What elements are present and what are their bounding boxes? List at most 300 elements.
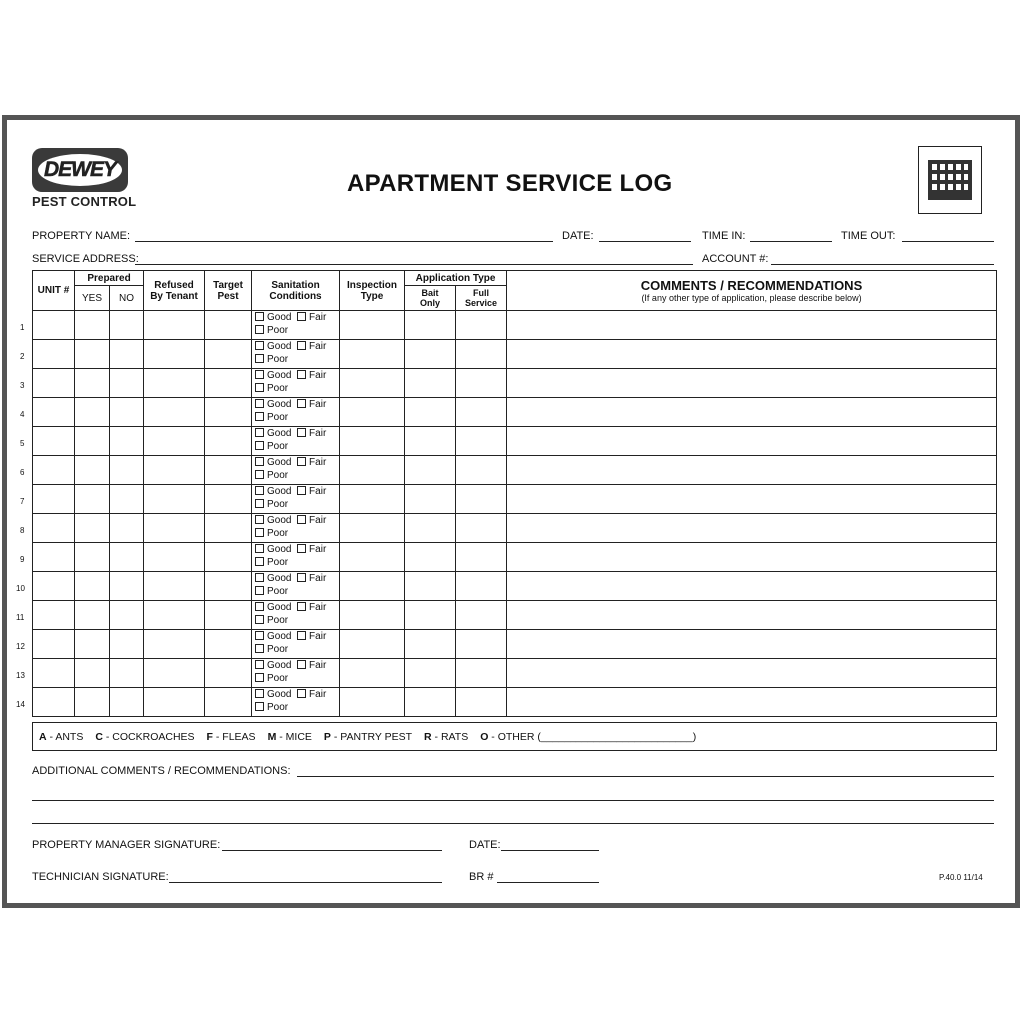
inspection-cell[interactable] bbox=[340, 456, 405, 485]
comments-subtitle: (If any other type of application, please describe below) bbox=[641, 293, 862, 303]
logo-tagline: PEST CONTROL bbox=[32, 194, 137, 209]
prepared-yes-cell[interactable] bbox=[75, 572, 110, 601]
refused-cell[interactable] bbox=[144, 369, 205, 398]
fair-label: Fair bbox=[309, 486, 327, 497]
service-log-table bbox=[32, 270, 997, 717]
row-number: 5 bbox=[20, 439, 25, 448]
full-service-cell[interactable] bbox=[456, 688, 507, 717]
good-label: Good bbox=[267, 486, 292, 497]
good-label: Good bbox=[267, 399, 292, 410]
building-icon bbox=[918, 146, 982, 214]
poor-checkbox[interactable] bbox=[255, 441, 264, 450]
poor-label: Poor bbox=[267, 412, 289, 423]
good-checkbox[interactable] bbox=[255, 573, 264, 582]
comments-cell[interactable] bbox=[507, 398, 997, 427]
bait-only-cell[interactable] bbox=[405, 369, 456, 398]
bait-only-cell[interactable] bbox=[405, 456, 456, 485]
legend-text: - OTHER (__________________________) bbox=[488, 730, 697, 743]
prepared-yes-cell[interactable] bbox=[75, 398, 110, 427]
row-number: 9 bbox=[20, 555, 25, 564]
unit-header: UNIT # bbox=[33, 271, 75, 311]
refused-cell[interactable] bbox=[144, 340, 205, 369]
table-row bbox=[33, 630, 997, 659]
full-service-cell[interactable] bbox=[456, 572, 507, 601]
prepared-yes-cell[interactable] bbox=[75, 601, 110, 630]
refused-cell[interactable] bbox=[144, 311, 205, 340]
row-number: 7 bbox=[20, 497, 25, 506]
sanitation-cell[interactable] bbox=[252, 514, 340, 543]
bait-only-cell[interactable] bbox=[405, 514, 456, 543]
good-checkbox[interactable] bbox=[255, 312, 264, 321]
legend-item bbox=[39, 731, 83, 743]
prepared-no-cell[interactable] bbox=[110, 601, 144, 630]
legend-item bbox=[424, 731, 468, 743]
prepared-no-cell[interactable] bbox=[110, 572, 144, 601]
fair-checkbox[interactable] bbox=[297, 312, 306, 321]
bait-only-cell[interactable] bbox=[405, 630, 456, 659]
poor-label: Poor bbox=[267, 499, 289, 510]
legend-text: - ANTS bbox=[46, 730, 84, 743]
prepared-no-cell[interactable] bbox=[110, 311, 144, 340]
unit-cell[interactable] bbox=[33, 543, 75, 572]
prepared-no-cell[interactable] bbox=[110, 340, 144, 369]
fair-checkbox[interactable] bbox=[297, 544, 306, 553]
row-number: 3 bbox=[20, 381, 25, 390]
refused-cell[interactable] bbox=[144, 456, 205, 485]
inspection-cell[interactable] bbox=[340, 369, 405, 398]
poor-label: Poor bbox=[267, 354, 289, 365]
inspection-cell[interactable] bbox=[340, 601, 405, 630]
refused-cell[interactable] bbox=[144, 601, 205, 630]
prepared-no-cell[interactable] bbox=[110, 543, 144, 572]
good-checkbox[interactable] bbox=[255, 341, 264, 350]
fair-checkbox[interactable] bbox=[297, 457, 306, 466]
fair-checkbox[interactable] bbox=[297, 660, 306, 669]
bait-only-cell[interactable] bbox=[405, 427, 456, 456]
sanitation-cell[interactable] bbox=[252, 688, 340, 717]
prepared-no-cell[interactable] bbox=[110, 688, 144, 717]
tech-signature-line[interactable] bbox=[169, 882, 442, 883]
prepared-yes-cell[interactable] bbox=[75, 456, 110, 485]
sanitation-cell[interactable] bbox=[252, 456, 340, 485]
legend-text: - PANTRY PEST bbox=[330, 730, 413, 743]
inspection-cell[interactable] bbox=[340, 485, 405, 514]
good-checkbox[interactable] bbox=[255, 428, 264, 437]
time-out-line[interactable] bbox=[902, 241, 994, 242]
poor-checkbox[interactable] bbox=[255, 673, 264, 682]
prepared-no-cell[interactable] bbox=[110, 659, 144, 688]
row-number: 8 bbox=[20, 526, 25, 535]
bait-only-cell[interactable] bbox=[405, 485, 456, 514]
account-line[interactable] bbox=[771, 264, 994, 265]
good-checkbox[interactable] bbox=[255, 544, 264, 553]
yes-header: YES bbox=[75, 286, 110, 311]
bait-only-cell[interactable] bbox=[405, 688, 456, 717]
poor-checkbox[interactable] bbox=[255, 528, 264, 537]
target-pest-cell[interactable] bbox=[205, 630, 252, 659]
inspection-cell[interactable] bbox=[340, 398, 405, 427]
service-log-sheet bbox=[2, 115, 1020, 908]
inspection-cell[interactable] bbox=[340, 659, 405, 688]
comments-cell[interactable] bbox=[507, 485, 997, 514]
full-service-cell[interactable] bbox=[456, 398, 507, 427]
good-label: Good bbox=[267, 312, 292, 323]
time-in-label: TIME IN: bbox=[702, 230, 746, 242]
fair-label: Fair bbox=[309, 370, 327, 381]
comments-cell[interactable] bbox=[507, 369, 997, 398]
dewey-logo bbox=[32, 148, 137, 212]
good-checkbox[interactable] bbox=[255, 399, 264, 408]
fair-checkbox[interactable] bbox=[297, 486, 306, 495]
fair-checkbox[interactable] bbox=[297, 399, 306, 408]
prepared-no-cell[interactable] bbox=[110, 456, 144, 485]
pm-signature-line[interactable] bbox=[222, 850, 442, 851]
fair-label: Fair bbox=[309, 515, 327, 526]
account-label: ACCOUNT #: bbox=[702, 253, 769, 265]
fair-label: Fair bbox=[309, 399, 327, 410]
pm-signature-label: PROPERTY MANAGER SIGNATURE: bbox=[32, 839, 221, 851]
inspection-header: Inspection Type bbox=[340, 271, 405, 311]
good-checkbox[interactable] bbox=[255, 515, 264, 524]
fair-checkbox[interactable] bbox=[297, 573, 306, 582]
prepared-no-cell[interactable] bbox=[110, 398, 144, 427]
sanitation-cell[interactable] bbox=[252, 485, 340, 514]
sanitation-cell[interactable] bbox=[252, 543, 340, 572]
sanitation-cell[interactable] bbox=[252, 659, 340, 688]
refused-cell[interactable] bbox=[144, 514, 205, 543]
table-row bbox=[33, 514, 997, 543]
property-name-label: PROPERTY NAME: bbox=[32, 230, 131, 242]
prepared-yes-cell[interactable] bbox=[75, 514, 110, 543]
refused-cell[interactable] bbox=[144, 572, 205, 601]
comments-cell[interactable] bbox=[507, 543, 997, 572]
unit-cell[interactable] bbox=[33, 369, 75, 398]
comments-cell[interactable] bbox=[507, 601, 997, 630]
legend-code: O bbox=[480, 730, 489, 743]
poor-checkbox[interactable] bbox=[255, 383, 264, 392]
inspection-cell[interactable] bbox=[340, 688, 405, 717]
table-row bbox=[33, 485, 997, 514]
fair-label: Fair bbox=[309, 602, 327, 613]
good-label: Good bbox=[267, 631, 292, 642]
sanitation-cell[interactable] bbox=[252, 369, 340, 398]
bait-only-cell[interactable] bbox=[405, 572, 456, 601]
good-checkbox[interactable] bbox=[255, 457, 264, 466]
good-label: Good bbox=[267, 660, 292, 671]
fair-label: Fair bbox=[309, 312, 327, 323]
target-pest-cell[interactable] bbox=[205, 601, 252, 630]
refused-cell[interactable] bbox=[144, 427, 205, 456]
sanitation-cell[interactable] bbox=[252, 340, 340, 369]
comments-cell[interactable] bbox=[507, 427, 997, 456]
unit-cell[interactable] bbox=[33, 514, 75, 543]
fair-label: Fair bbox=[309, 457, 327, 468]
good-checkbox[interactable] bbox=[255, 370, 264, 379]
target-pest-header: Target Pest bbox=[205, 271, 252, 311]
prepared-yes-cell[interactable] bbox=[75, 369, 110, 398]
full-service-cell[interactable] bbox=[456, 311, 507, 340]
fair-checkbox[interactable] bbox=[297, 370, 306, 379]
bait-only-cell[interactable] bbox=[405, 398, 456, 427]
poor-label: Poor bbox=[267, 441, 289, 452]
unit-cell[interactable] bbox=[33, 630, 75, 659]
unit-cell[interactable] bbox=[33, 601, 75, 630]
row-number: 2 bbox=[20, 352, 25, 361]
row-number: 12 bbox=[16, 642, 25, 651]
table-row bbox=[33, 369, 997, 398]
prepared-no-cell[interactable] bbox=[110, 427, 144, 456]
row-number: 10 bbox=[16, 584, 25, 593]
target-pest-cell[interactable] bbox=[205, 659, 252, 688]
inspection-cell[interactable] bbox=[340, 514, 405, 543]
bait-only-cell[interactable] bbox=[405, 340, 456, 369]
target-pest-cell[interactable] bbox=[205, 456, 252, 485]
poor-checkbox[interactable] bbox=[255, 470, 264, 479]
inspection-cell[interactable] bbox=[340, 427, 405, 456]
prepared-yes-cell[interactable] bbox=[75, 485, 110, 514]
comments-cell[interactable] bbox=[507, 572, 997, 601]
prepared-yes-cell[interactable] bbox=[75, 427, 110, 456]
row-number: 6 bbox=[20, 468, 25, 477]
refused-cell[interactable] bbox=[144, 485, 205, 514]
full-service-cell[interactable] bbox=[456, 601, 507, 630]
legend-text: - MICE bbox=[276, 730, 312, 743]
bait-only-cell[interactable] bbox=[405, 659, 456, 688]
poor-checkbox[interactable] bbox=[255, 499, 264, 508]
prepared-yes-cell[interactable] bbox=[75, 630, 110, 659]
service-address-label: SERVICE ADDRESS: bbox=[32, 253, 139, 265]
bait-only-cell[interactable] bbox=[405, 311, 456, 340]
additional-line-3[interactable] bbox=[32, 823, 994, 824]
fair-label: Fair bbox=[309, 341, 327, 352]
additional-line-1[interactable] bbox=[297, 776, 994, 777]
sanitation-cell[interactable] bbox=[252, 572, 340, 601]
unit-cell[interactable] bbox=[33, 572, 75, 601]
poor-label: Poor bbox=[267, 702, 289, 713]
inspection-cell[interactable] bbox=[340, 340, 405, 369]
good-label: Good bbox=[267, 341, 292, 352]
full-service-cell[interactable] bbox=[456, 456, 507, 485]
unit-cell[interactable] bbox=[33, 427, 75, 456]
poor-label: Poor bbox=[267, 673, 289, 684]
date-line[interactable] bbox=[599, 241, 691, 242]
logo-brand: DEWEY bbox=[38, 154, 122, 186]
comments-cell[interactable] bbox=[507, 659, 997, 688]
inspection-cell[interactable] bbox=[340, 311, 405, 340]
legend-code: P bbox=[323, 730, 331, 743]
good-label: Good bbox=[267, 602, 292, 613]
unit-cell[interactable] bbox=[33, 311, 75, 340]
sanitation-cell[interactable] bbox=[252, 398, 340, 427]
poor-checkbox[interactable] bbox=[255, 325, 264, 334]
comments-cell[interactable] bbox=[507, 514, 997, 543]
full-service-cell[interactable] bbox=[456, 514, 507, 543]
poor-label: Poor bbox=[267, 470, 289, 481]
table-row bbox=[33, 572, 997, 601]
comments-cell[interactable] bbox=[507, 688, 997, 717]
legend-item bbox=[324, 731, 412, 743]
poor-checkbox[interactable] bbox=[255, 702, 264, 711]
target-pest-cell[interactable] bbox=[205, 340, 252, 369]
table-row bbox=[33, 398, 997, 427]
pest-legend bbox=[32, 722, 997, 751]
legend-code: R bbox=[424, 730, 432, 743]
fair-label: Fair bbox=[309, 573, 327, 584]
unit-cell[interactable] bbox=[33, 340, 75, 369]
refused-cell[interactable] bbox=[144, 398, 205, 427]
table-row bbox=[33, 340, 997, 369]
unit-cell[interactable] bbox=[33, 398, 75, 427]
footer-date-line[interactable] bbox=[501, 850, 599, 851]
fair-label: Fair bbox=[309, 689, 327, 700]
prepared-yes-cell[interactable] bbox=[75, 340, 110, 369]
no-header: NO bbox=[110, 286, 144, 311]
service-address-line[interactable] bbox=[135, 264, 693, 265]
prepared-yes-cell[interactable] bbox=[75, 659, 110, 688]
refused-header: Refused By Tenant bbox=[144, 271, 205, 311]
poor-label: Poor bbox=[267, 615, 289, 626]
refused-cell[interactable] bbox=[144, 630, 205, 659]
good-checkbox[interactable] bbox=[255, 486, 264, 495]
sanitation-cell[interactable] bbox=[252, 311, 340, 340]
table-row bbox=[33, 601, 997, 630]
target-pest-cell[interactable] bbox=[205, 427, 252, 456]
inspection-cell[interactable] bbox=[340, 543, 405, 572]
poor-label: Poor bbox=[267, 586, 289, 597]
poor-checkbox[interactable] bbox=[255, 354, 264, 363]
fair-label: Fair bbox=[309, 631, 327, 642]
target-pest-cell[interactable] bbox=[205, 398, 252, 427]
application-type-header: Application Type bbox=[405, 271, 507, 286]
inspection-cell[interactable] bbox=[340, 572, 405, 601]
br-line[interactable] bbox=[497, 882, 599, 883]
refused-cell[interactable] bbox=[144, 688, 205, 717]
refused-cell[interactable] bbox=[144, 543, 205, 572]
tech-signature-label: TECHNICIAN SIGNATURE: bbox=[32, 871, 169, 883]
prepared-no-cell[interactable] bbox=[110, 369, 144, 398]
inspection-cell[interactable] bbox=[340, 630, 405, 659]
target-pest-cell[interactable] bbox=[205, 485, 252, 514]
prepared-no-cell[interactable] bbox=[110, 630, 144, 659]
good-checkbox[interactable] bbox=[255, 689, 264, 698]
comments-cell[interactable] bbox=[507, 456, 997, 485]
good-checkbox[interactable] bbox=[255, 660, 264, 669]
poor-checkbox[interactable] bbox=[255, 557, 264, 566]
poor-checkbox[interactable] bbox=[255, 644, 264, 653]
good-label: Good bbox=[267, 573, 292, 584]
fair-checkbox[interactable] bbox=[297, 631, 306, 640]
legend-code: M bbox=[267, 730, 277, 743]
comments-cell[interactable] bbox=[507, 311, 997, 340]
full-service-cell[interactable] bbox=[456, 369, 507, 398]
unit-cell[interactable] bbox=[33, 456, 75, 485]
table-row bbox=[33, 688, 997, 717]
fair-label: Fair bbox=[309, 660, 327, 671]
target-pest-cell[interactable] bbox=[205, 688, 252, 717]
fair-checkbox[interactable] bbox=[297, 515, 306, 524]
sanitation-cell[interactable] bbox=[252, 427, 340, 456]
poor-checkbox[interactable] bbox=[255, 586, 264, 595]
row-number: 11 bbox=[16, 613, 25, 622]
full-service-cell[interactable] bbox=[456, 485, 507, 514]
prepared-no-cell[interactable] bbox=[110, 514, 144, 543]
prepared-yes-cell[interactable] bbox=[75, 688, 110, 717]
legend-item bbox=[268, 731, 312, 743]
table-row bbox=[33, 427, 997, 456]
fair-checkbox[interactable] bbox=[297, 689, 306, 698]
good-label: Good bbox=[267, 428, 292, 439]
row-number: 13 bbox=[16, 671, 25, 680]
refused-cell[interactable] bbox=[144, 659, 205, 688]
poor-label: Poor bbox=[267, 644, 289, 655]
prepared-yes-cell[interactable] bbox=[75, 543, 110, 572]
target-pest-cell[interactable] bbox=[205, 543, 252, 572]
target-pest-cell[interactable] bbox=[205, 369, 252, 398]
fair-checkbox[interactable] bbox=[297, 602, 306, 611]
legend-code: C bbox=[95, 730, 103, 743]
poor-label: Poor bbox=[267, 557, 289, 568]
full-service-cell[interactable] bbox=[456, 659, 507, 688]
fair-checkbox[interactable] bbox=[297, 341, 306, 350]
poor-label: Poor bbox=[267, 383, 289, 394]
comments-cell[interactable] bbox=[507, 340, 997, 369]
target-pest-cell[interactable] bbox=[205, 572, 252, 601]
time-in-line[interactable] bbox=[750, 241, 832, 242]
page-title: APARTMENT SERVICE LOG bbox=[347, 170, 673, 197]
full-service-cell[interactable] bbox=[456, 340, 507, 369]
sanitation-cell[interactable] bbox=[252, 601, 340, 630]
bait-only-cell[interactable] bbox=[405, 543, 456, 572]
comments-cell[interactable] bbox=[507, 630, 997, 659]
comments-header bbox=[507, 271, 997, 311]
good-label: Good bbox=[267, 515, 292, 526]
full-service-cell[interactable] bbox=[456, 630, 507, 659]
prepared-no-cell[interactable] bbox=[110, 485, 144, 514]
property-name-line[interactable] bbox=[135, 241, 553, 242]
full-service-cell[interactable] bbox=[456, 427, 507, 456]
sanitation-cell[interactable] bbox=[252, 630, 340, 659]
full-service-header: Full Service bbox=[456, 286, 507, 311]
poor-label: Poor bbox=[267, 528, 289, 539]
row-number: 1 bbox=[20, 323, 25, 332]
good-label: Good bbox=[267, 544, 292, 555]
legend-text: - RATS bbox=[431, 730, 469, 743]
poor-label: Poor bbox=[267, 325, 289, 336]
poor-checkbox[interactable] bbox=[255, 412, 264, 421]
target-pest-cell[interactable] bbox=[205, 311, 252, 340]
legend-code: A bbox=[39, 730, 47, 743]
row-number: 14 bbox=[16, 700, 25, 709]
good-checkbox[interactable] bbox=[255, 602, 264, 611]
unit-cell[interactable] bbox=[33, 659, 75, 688]
legend-item bbox=[95, 731, 194, 743]
full-service-cell[interactable] bbox=[456, 543, 507, 572]
bait-only-cell[interactable] bbox=[405, 601, 456, 630]
comments-title: COMMENTS / RECOMMENDATIONS bbox=[640, 278, 863, 293]
fair-checkbox[interactable] bbox=[297, 428, 306, 437]
target-pest-cell[interactable] bbox=[205, 514, 252, 543]
good-checkbox[interactable] bbox=[255, 631, 264, 640]
form-code: P.40.0 11/14 bbox=[939, 873, 983, 882]
additional-line-2[interactable] bbox=[32, 800, 994, 801]
legend-item bbox=[207, 731, 256, 743]
poor-checkbox[interactable] bbox=[255, 615, 264, 624]
prepared-header: Prepared bbox=[75, 271, 144, 286]
unit-cell[interactable] bbox=[33, 485, 75, 514]
prepared-yes-cell[interactable] bbox=[75, 311, 110, 340]
unit-cell[interactable] bbox=[33, 688, 75, 717]
fair-label: Fair bbox=[309, 544, 327, 555]
